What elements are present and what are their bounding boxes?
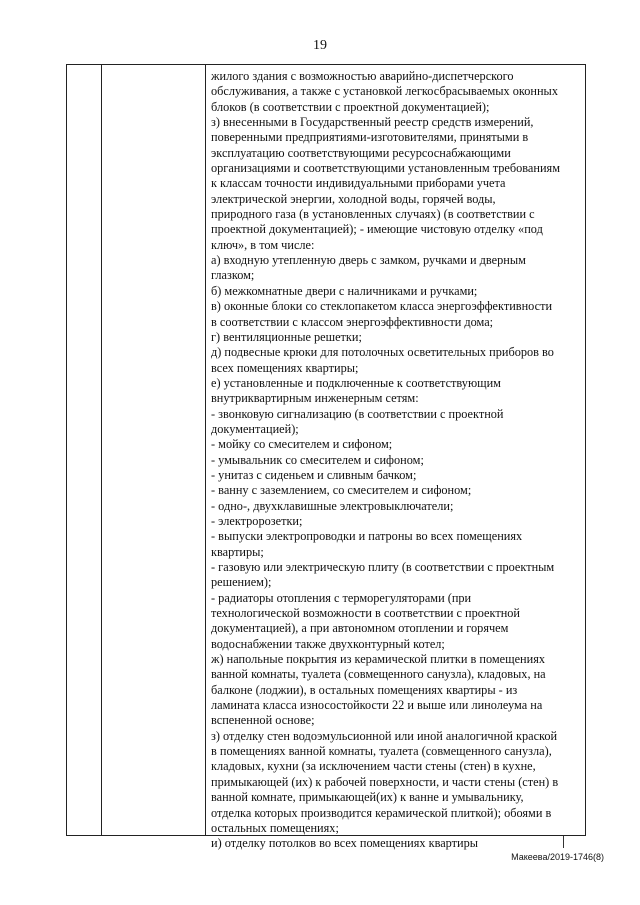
text-line: решением); [211,575,272,590]
text-line: - одно-, двухклавишные электровыключатели; [211,498,454,513]
text-line: ж) напольные покрытия из керамической плитки в помещениях [211,652,546,667]
text-line: з) отделку стен водоэмульсионной или иной аналогичной краской [211,728,558,743]
text-line: примыкающей (их) к рабочей поверхности, и части стены (стен) в [211,774,559,789]
text-line: всех помещениях квартиры; [211,360,359,375]
text-line: ламината класса износостойкости 22 и выше или линолеума на [211,698,543,713]
footer-mark [563,836,564,848]
description-cell [211,69,579,852]
text-line: поверенными предприятиями-изготовителями, принятыми в [211,130,529,145]
text-line: документацией); [211,421,299,436]
text-line: жилого здания с возможностью аварийно-диспетчерского [211,69,514,83]
text-line: д) подвесные крюки для потолочных осветительных приборов во [211,345,554,360]
text-line: ключ», в том числе: [211,237,315,252]
document-code: Макеева/2019-1746(8) [511,852,604,862]
text-line: обслуживания, а также с установкой легкосбрасываемых оконных [211,84,558,99]
text-line: г) вентиляционные решетки; [211,329,362,344]
text-line: ванной комнате, примыкающей(их) к ванне и умывальнику, [211,790,524,805]
text-line: отделка которых производится керамической плиткой); обоями в [211,805,552,820]
text-line: в соответствии с классом энергоэффективности дома; [211,314,494,329]
text-line: - мойку со смесителем и сифоном; [211,437,393,452]
text-line: природного газа (в установленных случаях) (в соответствии с [211,207,535,222]
text-line: остальных помещениях; [211,820,339,835]
text-line: - электророзетки; [211,513,303,528]
text-line: б) межкомнатные двери с наличниками и ручками; [211,283,478,298]
text-line: водоснабжении также двухконтурный котел; [211,636,445,651]
text-line: е) установленные и подключенные к соответствующим [211,375,501,390]
text-line: эксплуатацию соответствующими ресурсоснабжающими [211,145,511,160]
text-line: внутриквартирным инженерным сетям: [211,391,419,406]
text-line: - газовую или электрическую плиту (в соответствии с проектным [211,560,555,574]
document-table [66,64,586,851]
column-divider-1 [101,65,102,835]
text-line: - умывальник со смесителем и сифоном; [211,452,424,467]
text-line: и) отделку потолков во всех помещениях квартиры [211,836,479,851]
text-line: в помещениях ванной комнаты, туалета (совмещенного санузла), [211,744,552,759]
text-line: документацией), а при автономном отоплении и горячем [211,621,509,636]
column-divider-2 [205,65,206,835]
text-line: - унитаз с сиденьем и сливным бачком; [211,467,417,482]
page-number: 19 [313,38,327,53]
text-line: блоков (в соответствии с проектной документацией); [211,99,490,114]
text-line: организациями и соответствующими установленным требованиям [211,161,560,176]
text-line: - выпуски электропроводки и патроны во всех помещениях [211,529,523,544]
text-line: к классам точности индивидуальными приборами учета [211,176,506,191]
text-line: вспененной основе; [211,713,315,728]
text-line: глазком; [211,268,255,283]
text-line: проектной документацией); - имеющие чистовую отделку «под [211,222,543,237]
text-line: кладовых, кухни (за исключением части стены (стен) в кухне, [211,759,536,774]
text-line: ванной комнаты, туалета (совмещенного санузла), кладовых, на [211,667,546,682]
text-line: - ванну с заземлением, со смесителем и сифоном; [211,483,472,498]
text-line: квартиры; [211,544,264,559]
text-line: - звонковую сигнализацию (в соответствии с проектной [211,406,504,421]
text-line: з) внесенными в Государственный реестр средств измерений, [211,115,534,130]
text-line: электрической энергии, холодной воды, горячей воды, [211,191,496,206]
text-line: - радиаторы отопления с терморегуляторами (при [211,590,472,605]
text-line: балконе (лоджии), в остальных помещениях квартиры - из [211,682,518,697]
text-line: технологической возможности в соответствии с проектной [211,606,521,621]
text-line: в) оконные блоки со стеклопакетом класса энергоэффективности [211,299,553,314]
text-line: а) входную утепленную дверь с замком, ручками и дверным [211,253,526,268]
